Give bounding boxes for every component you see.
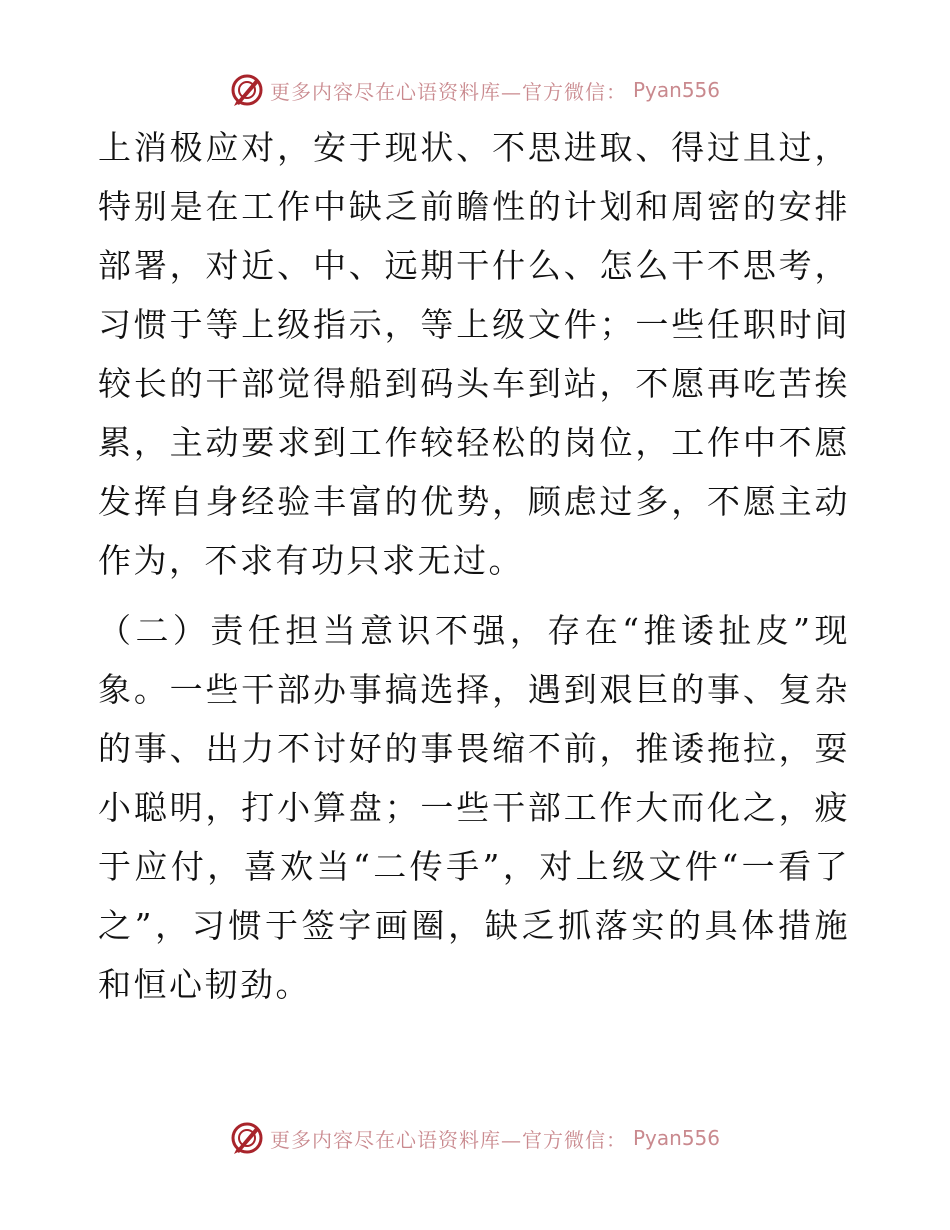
pen-logo-icon bbox=[230, 73, 264, 107]
paragraph: （二）责任担当意识不强，存在“推诿扯皮”现象。一些干部办事搞选择，遇到艰巨的事、复杂的事、出力不讨好的事畏缩不前，推诿拖拉，耍小聪明，打小算盘；一些干部工作大而化之，疲于应付，喜欢当“二传手”，对上级文件“一看了之”，习惯于签字画圈，缺乏抓落实的具体措施和恒心韧劲。 bbox=[98, 611, 850, 1004]
pen-logo-icon bbox=[230, 1121, 264, 1155]
footer-watermark bbox=[0, 1118, 950, 1158]
watermark-account: Pyan556 bbox=[632, 78, 720, 102]
paragraph: 上消极应对，安于现状、不思进取、得过且过，特别是在工作中缺乏前瞻性的计划和周密的安排部署，对近、中、远期干什么、怎么干不思考，习惯于等上级指示，等上级文件；一些任职时间较长的干部觉得船到码头车到站，不愿再吃苦挨累，主动要求到工作较轻松的岗位，工作中不愿发挥自身经验丰富的优势，顾虑过多，不愿主动作为，不求有功只求无过。 bbox=[98, 128, 850, 580]
watermark-text: 更多内容尽在心语资料库—官方微信： bbox=[269, 1127, 627, 1152]
watermark-text: 更多内容尽在心语资料库—官方微信： bbox=[269, 79, 627, 104]
watermark-account: Pyan556 bbox=[632, 1126, 720, 1150]
document-body bbox=[98, 118, 850, 1014]
header-watermark bbox=[0, 70, 950, 110]
